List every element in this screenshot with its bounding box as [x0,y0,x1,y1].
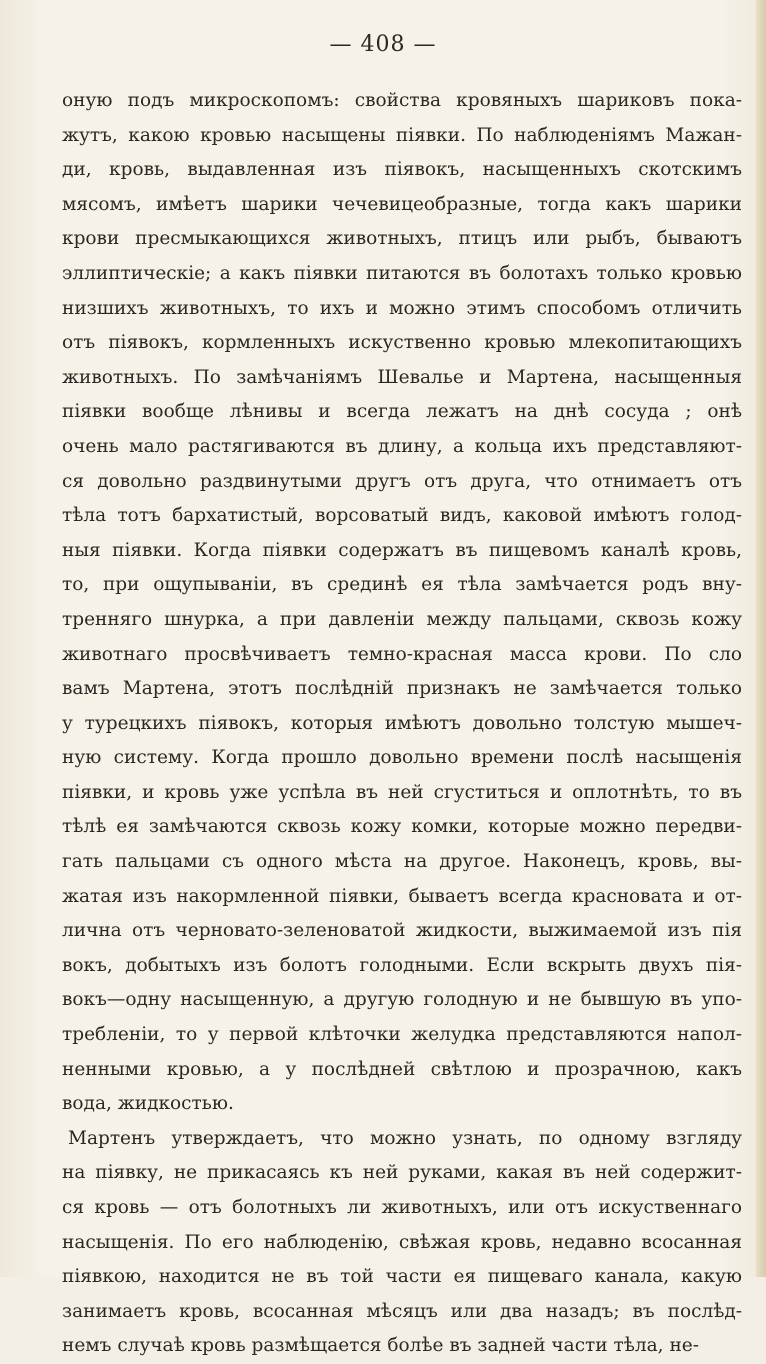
text-line: эллиптическiе; а какъ пiявки питаются въ болотахъ только кровью [62,262,742,284]
text-line: у турецкихъ пiявокъ, которыя имѣютъ довольно толстую мышеч- [62,712,742,734]
text-line: тѣла тотъ бархатистый, ворсоватый видъ, каковой имѣютъ голод- [62,505,742,527]
text-line: очень мало растягиваются въ длину, а кольца ихъ представляют- [62,435,742,457]
text-line: крови пресмыкающихся животныхъ, птицъ или рыбъ, бываютъ [62,228,742,250]
text-line: отъ пiявокъ, кормленныхъ искуственно кровью млекопитающихъ [62,332,742,354]
text-line: жутъ, какою кровью насыщены пiявки. По наблюденiямъ Мажан- [62,124,742,146]
text-line: низшихъ животныхъ, то ихъ и можно этимъ способомъ отличить [62,297,742,319]
text-line: пiявки, и кровь уже успѣла въ ней сгуститься и оплотнѣть, то въ [62,781,742,803]
text-line: требленiи, то у первой клѣточки желудка представляются напол- [62,1024,742,1046]
text-line: ную систему. Когда прошло довольно времени послѣ насыщенiя [62,747,742,769]
text-line: вамъ Мартена, этотъ послѣднiй признакъ не замѣчается только [62,678,742,700]
text-line: ся довольно раздвинутыми другъ отъ друга, что отнимаетъ отъ [62,470,742,492]
text-line: Мартенъ утверждаетъ, что можно узнать, по одному взгляду [68,1127,742,1149]
body-text [62,84,742,1364]
text-line: гать пальцами съ одного мѣста на другое. Наконецъ, кровь, вы- [62,851,742,873]
text-line: занимаетъ кровь, всосанная мѣсяцъ или два назадъ; въ послѣд- [62,1300,742,1322]
text-line: ди, кровь, выдавленная изъ пiявокъ, насыщенныхъ скотскимъ [62,159,742,181]
text-line: насыщенiя. По его наблюденiю, свѣжая кровь, недавно всосанная [62,1231,742,1253]
text-line: ныя пiявки. Когда пiявки содержатъ въ пищевомъ каналѣ кровь, [62,539,742,561]
text-line: оную подъ микроскопомъ: свойства кровяныхъ шариковъ пока- [62,90,742,111]
text-line: жатая изъ накормленной пiявки, бываетъ всегда красновата и от- [62,885,742,907]
text-line: тѣлѣ ея замѣчаются сквозь кожу комки, которые можно передви- [62,816,742,838]
text-line: животнаго просвѣчиваетъ темно-красная масса крови. По сло [62,643,742,665]
page-edge [756,0,766,1277]
text-line: на пiявку, не прикасаясь къ ней руками, какая въ ней содержит- [62,1162,742,1184]
text-line: животныхъ. По замѣчанiямъ Шевалье и Мартена, насыщенныя [62,366,742,388]
text-line: мясомъ, имѣетъ шарики чечевицеобразные, тогда какъ шарики [62,193,742,215]
text-line: пiявки вообще лѣнивы и всегда лежатъ на днѣ сосуда ; онѣ [62,401,742,423]
text-line: пiявкою, находится не въ той части ея пищеваго канала, какую [62,1266,742,1288]
text-line: вода, жидкостью. [62,1093,234,1115]
text-line: ся кровь — отъ болотныхъ ли животныхъ, или отъ искуственнаго [62,1197,742,1218]
text-line: вокъ, добытыхъ изъ болотъ голодными. Если вскрыть двухъ пiя- [62,954,742,976]
page-number: — 408 — [329,32,437,57]
text-line: вокъ—одну насыщенную, а другую голодную и не бывшую въ упо- [62,989,742,1011]
text-line: лична отъ черновато-зеленоватой жидкости, выжимаемой изъ пiя [62,920,742,942]
text-line: немъ случаѣ кровь размѣщается болѣе въ задней части тѣла, не- [62,1335,699,1357]
text-line: тренняго шнурка, а при давленiи между пальцами, сквозь кожу [62,608,742,630]
text-line: то, при ощупыванiи, въ срединѣ ея тѣла замѣчается родъ вну- [62,574,742,596]
text-line: ненными кровью, а у послѣдней свѣтлою и прозрачною, какъ [62,1058,742,1080]
